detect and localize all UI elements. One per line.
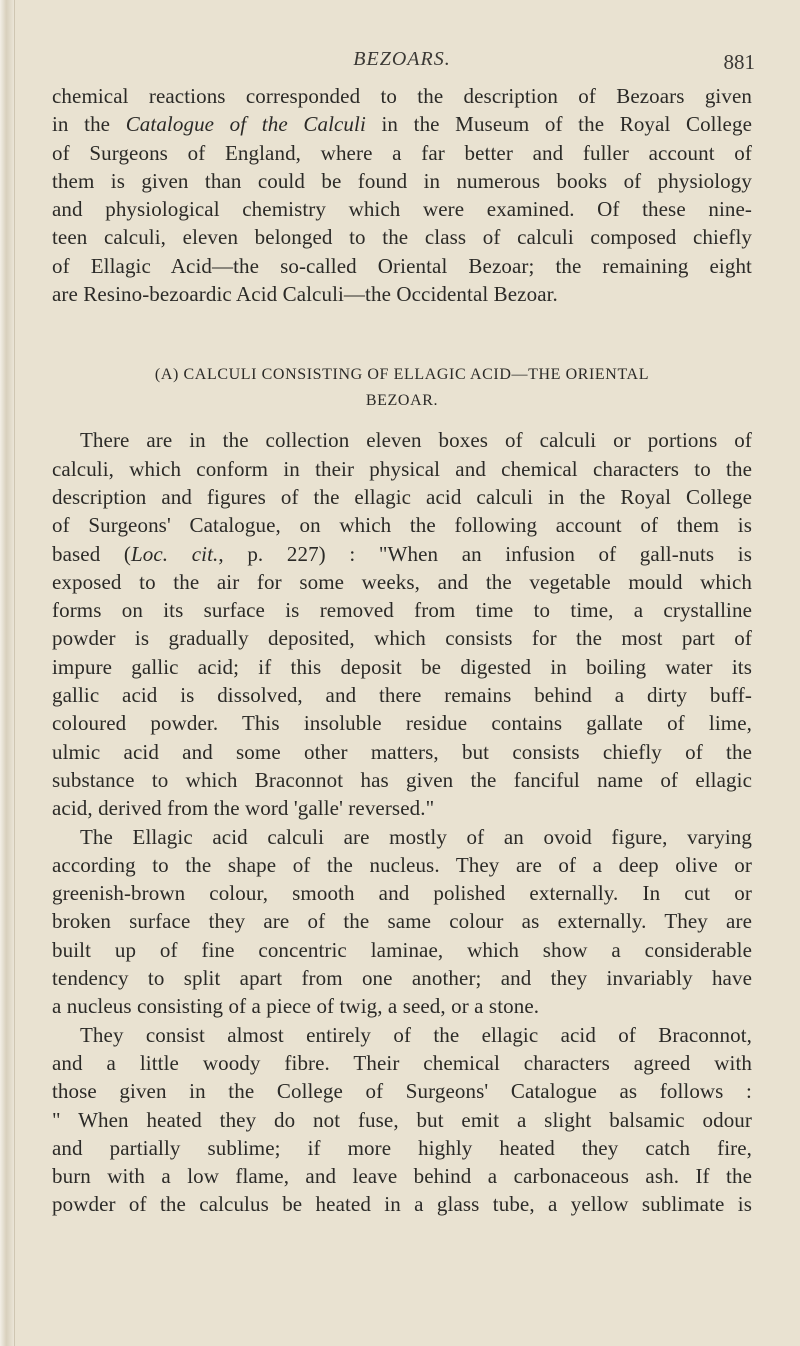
text-line: and physiological chemistry which were examined. Of these nine- xyxy=(52,197,752,222)
section-heading-line: (A) CALCULI CONSISTING OF ELLAGIC ACID—THE ORIENTAL xyxy=(154,366,650,384)
text-line: of Surgeons' Catalogue, on which the following account of them is xyxy=(52,513,752,538)
text-line: acid, derived from the word 'galle' reversed." xyxy=(52,796,435,821)
book-spine-edge xyxy=(0,0,15,1346)
text-line: and a little woody fibre. Their chemical characters agreed with xyxy=(52,1050,752,1075)
text-line: The Ellagic acid calculi are mostly of an ovoid figure, varying xyxy=(80,824,752,849)
text-line: chemical reactions corresponded to the description of Bezoars given xyxy=(52,84,752,108)
intro-paragraph xyxy=(52,82,752,308)
text-line: greenish-brown colour, smooth and polished externally. In cut or xyxy=(52,881,752,906)
text-line: teen calculi, eleven belonged to the class of calculi composed chiefly xyxy=(52,225,752,250)
text-line: description and figures of the ellagic acid calculi in the Royal College xyxy=(52,484,752,509)
text-line: in the Catalogue of the Calculi in the Museum of the Royal College xyxy=(52,112,752,137)
running-title: BEZOARS. xyxy=(353,48,451,70)
text-line: exposed to the air for some weeks, and the vegetable mould which xyxy=(52,569,752,594)
document-page xyxy=(52,42,755,1219)
text-line: gallic acid is dissolved, and there remains behind a dirty buff- xyxy=(52,683,752,708)
text-line: powder is gradually deposited, which consists for the most part of xyxy=(52,626,752,651)
text-line: " When heated they do not fuse, but emit a slight balsamic odour xyxy=(52,1107,752,1132)
text-line: are Resino-bezoardic Acid Calculi—the Occidental Bezoar. xyxy=(52,282,558,307)
text-line: powder of the calculus be heated in a glass tube, a yellow sublimate is xyxy=(52,1192,752,1217)
section-heading-line: BEZOAR. xyxy=(365,392,439,410)
text-line: of Surgeons of England, where a far better and fuller account of xyxy=(52,140,752,165)
composition-paragraph xyxy=(52,1021,752,1219)
text-line: according to the shape of the nucleus. They are of a deep olive or xyxy=(52,852,752,877)
catalogue-title-italic: Catalogue of the Calculi xyxy=(125,112,366,137)
page-number: 881 xyxy=(723,50,755,74)
text-line: them is given than could be found in numerous books of physiology xyxy=(52,168,752,193)
running-head xyxy=(52,42,755,82)
ovoid-paragraph xyxy=(52,823,752,1021)
text-line: and partially sublime; if more highly heated they catch fire, xyxy=(52,1135,752,1160)
text-line: built up of fine concentric laminae, which show a considerable xyxy=(52,937,752,962)
text-line: They consist almost entirely of the ellagic acid of Braconnot, xyxy=(80,1022,752,1047)
text-line: There are in the collection eleven boxes of calculi or portions of xyxy=(80,428,752,453)
text-line: tendency to split apart from one another; and they invariably have xyxy=(52,966,752,991)
text-line: based (Loc. cit., p. 227) : "When an infusion of gall-nuts is xyxy=(52,541,753,566)
text-line: substance to which Braconnot has given the fanciful name of ellagic xyxy=(52,767,752,792)
section-heading xyxy=(52,362,752,414)
text-line: burn with a low flame, and leave behind a carbonaceous ash. If the xyxy=(52,1164,752,1189)
text-line: those given in the College of Surgeons' Catalogue as follows : xyxy=(52,1079,752,1104)
collection-paragraph xyxy=(52,426,752,822)
text-line: of Ellagic Acid—the so-called Oriental Bezoar; the remaining eight xyxy=(52,253,752,278)
text-line: ulmic acid and some other matters, but consists chiefly of the xyxy=(52,739,752,764)
text-line: calculi, which conform in their physical and chemical characters to the xyxy=(52,456,752,481)
loc-cit-italic: Loc. cit. xyxy=(131,541,219,566)
text-line: forms on its surface is removed from time to time, a crystalline xyxy=(52,598,752,623)
text-line: coloured powder. This insoluble residue contains gallate of lime, xyxy=(52,711,752,736)
text-line: a nucleus consisting of a piece of twig, a seed, or a stone. xyxy=(52,994,540,1019)
text-line: impure gallic acid; if this deposit be digested in boiling water its xyxy=(52,654,752,679)
text-line: broken surface they are of the same colour as externally. They are xyxy=(52,909,752,934)
